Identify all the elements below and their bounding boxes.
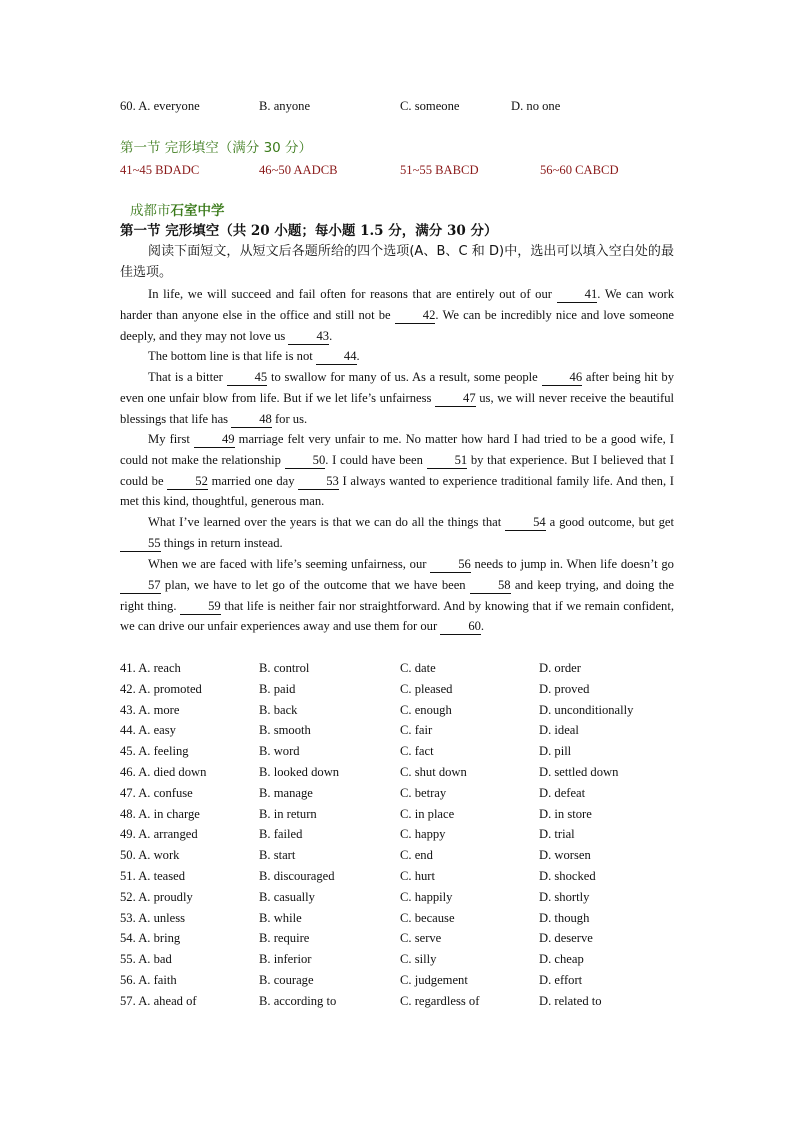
option-d: D. cheap: [539, 952, 584, 967]
passage-text: .: [480, 619, 485, 634]
blank-50: 50: [285, 453, 326, 469]
option-c: C. silly: [400, 952, 437, 967]
option-row: [120, 866, 680, 886]
school-title: 石室中学: [170, 203, 225, 219]
option-b: B. word: [259, 744, 300, 759]
passage-text: When we are faced with life’s seeming unfairness, our: [148, 557, 431, 571]
option-d: D. shocked: [539, 869, 596, 883]
option-c: C. betray: [400, 785, 447, 800]
option-a: 49. A. arranged: [120, 827, 198, 842]
school-city: 成都市: [130, 203, 171, 219]
passage-p6: [120, 554, 674, 637]
section2-title: 第一节 完形填空（共 20 小题；每小题 1.5 分，满分 30 分）: [120, 223, 498, 239]
option-a: 46. A. died down: [120, 765, 207, 779]
option-row: [120, 845, 680, 865]
option-b: B. anyone: [259, 99, 311, 113]
option-d: D. defeat: [539, 785, 586, 800]
passage-text: That is a bitter: [148, 370, 227, 384]
answer-key-51-55: 51~55 BABCD: [400, 163, 479, 177]
option-d: D. trial: [539, 827, 575, 842]
option-row: [120, 928, 680, 948]
blank-54: 54: [505, 515, 546, 531]
option-b: B. looked down: [259, 765, 340, 779]
option-b: B. failed: [259, 827, 303, 842]
passage-text: and keep trying, and doing the right thing.: [120, 577, 674, 613]
option-d: D. in store: [539, 806, 592, 821]
option-b: B. according to: [259, 993, 337, 1008]
option-b: B. while: [259, 910, 302, 925]
option-row: [120, 700, 680, 720]
option-b: B. manage: [259, 785, 313, 800]
option-a: 55. A. bad: [120, 952, 172, 967]
option-a: 42. A. promoted: [120, 681, 202, 696]
option-row: [120, 679, 680, 699]
answer-key-41-45: 41~45 BDADC: [120, 163, 200, 177]
blank-59: 59: [180, 599, 221, 615]
option-row: [120, 783, 680, 803]
passage-text: things in return instead.: [160, 535, 283, 550]
option-b: B. discouraged: [259, 869, 335, 883]
blank-53: 53: [298, 474, 339, 490]
passage-p2: [120, 346, 674, 367]
passage-text: to swallow for many of us. As a result, some people: [267, 370, 542, 384]
option-b: B. in return: [259, 806, 317, 821]
option-row: [120, 720, 680, 740]
instruction: 阅读下面短文，从短文后各题所给的四个选项(A、B、C 和 D)中，选出可以填入空白处的最佳选项。: [120, 244, 674, 280]
option-row: [120, 949, 680, 969]
option-a: 60. A. everyone: [120, 99, 200, 113]
option-c: C. end: [400, 848, 433, 863]
passage-p4: [120, 429, 674, 512]
option-a: 48. A. in charge: [120, 806, 200, 821]
passage-text: The bottom line is that life is not: [148, 349, 316, 363]
option-a: 47. A. confuse: [120, 785, 193, 800]
passage-text: plan, we have to let go of the outcome that we have been: [160, 577, 470, 592]
option-c: C. shut down: [400, 765, 467, 779]
passage-text: .: [356, 349, 360, 363]
option-a: 57. A. ahead of: [120, 993, 197, 1008]
option-d: D. no one: [511, 99, 561, 113]
option-c: C. judgement: [400, 973, 468, 987]
option-a: 43. A. more: [120, 702, 180, 717]
option-c: C. date: [400, 661, 436, 675]
option-a: 50. A. work: [120, 848, 180, 863]
option-a: 53. A. unless: [120, 910, 186, 925]
option-row: [120, 887, 680, 907]
option-a: 56. A. faith: [120, 973, 177, 987]
passage-text: In life, we will succeed and fail often for reasons that are entirely out of our: [148, 287, 557, 301]
passage-text: by that experience. But I believed that I could be: [120, 452, 674, 488]
option-b: B. control: [259, 661, 310, 675]
blank-52: 52: [167, 474, 208, 490]
option-d: D. unconditionally: [539, 702, 634, 717]
option-a: 45. A. feeling: [120, 744, 189, 759]
blank-41: 41: [557, 287, 598, 303]
passage-text: I always wanted to experience traditional family life. And then, I met this kind, thoughtful, generous man.: [120, 473, 674, 509]
option-b: B. start: [259, 848, 296, 863]
blank-44: 44: [316, 349, 357, 365]
passage-text: married one day: [207, 473, 299, 488]
option-c: C. happy: [400, 827, 446, 842]
option-d: D. proved: [539, 681, 590, 696]
blank-45: 45: [227, 370, 268, 386]
blank-57: 57: [120, 578, 161, 594]
passage-text: My first: [148, 432, 194, 446]
option-d: D. pill: [539, 744, 572, 759]
passage-text: . We can be incredibly nice and love someone deeply, and they may not love us: [120, 307, 674, 343]
passage-p3: [120, 367, 674, 429]
option-b: B. courage: [259, 973, 314, 987]
option-d: D. shortly: [539, 889, 590, 904]
option-row: [120, 991, 680, 1011]
option-row: [120, 741, 680, 761]
option-c: C. in place: [400, 806, 455, 821]
option-row: [120, 762, 680, 782]
prev-q60-row: [120, 96, 680, 116]
option-d: D. order: [539, 661, 581, 675]
blank-55: 55: [120, 536, 161, 552]
option-c: C. hurt: [400, 869, 435, 883]
passage-text: marriage felt very unfair to me. No matter how hard I had tried to be a good wife, I could not make the relationship: [120, 432, 675, 467]
option-d: D. worsen: [539, 848, 591, 863]
passage-p5: [120, 512, 674, 554]
option-d: D. deserve: [539, 931, 593, 946]
passage-text: .: [329, 328, 333, 343]
option-c: C. fact: [400, 744, 434, 759]
passage-text: . I could have been: [325, 452, 427, 467]
option-c: C. pleased: [400, 681, 453, 696]
blank-47: 47: [435, 391, 476, 407]
option-a: 41. A. reach: [120, 661, 181, 675]
blank-43: 43: [288, 329, 329, 345]
option-b: B. back: [259, 702, 298, 717]
option-row: [120, 824, 680, 844]
blank-60: 60: [440, 619, 481, 635]
answer-key-56-60: 56~60 CABCD: [540, 163, 619, 177]
blank-51: 51: [427, 453, 468, 469]
option-c: C. happily: [400, 889, 453, 904]
option-d: D. effort: [539, 973, 583, 987]
option-c: C. someone: [400, 99, 460, 113]
answer-key-46-50: 46~50 AADCB: [259, 163, 338, 177]
option-d: D. settled down: [539, 765, 619, 779]
option-c: C. enough: [400, 702, 452, 717]
option-b: B. smooth: [259, 723, 311, 738]
option-c: C. regardless of: [400, 993, 480, 1008]
blank-56: 56: [430, 557, 471, 573]
blank-49: 49: [194, 432, 235, 448]
blank-42: 42: [395, 308, 436, 324]
passage-text: for us.: [271, 411, 308, 426]
blank-48: 48: [231, 412, 272, 428]
option-d: D. ideal: [539, 723, 579, 738]
school-name: [130, 201, 225, 221]
passage-text: us, we will never receive the beautiful blessings that life has: [120, 390, 674, 426]
blank-58: 58: [470, 578, 511, 594]
option-b: B. casually: [259, 889, 315, 904]
option-b: B. inferior: [259, 952, 312, 967]
option-c: C. fair: [400, 723, 433, 738]
blank-46: 46: [542, 370, 583, 386]
option-row: [120, 908, 680, 928]
option-c: C. because: [400, 910, 455, 925]
option-b: B. paid: [259, 681, 296, 696]
option-a: 51. A. teased: [120, 869, 186, 883]
option-row: [120, 658, 680, 678]
option-d: D. related to: [539, 993, 602, 1008]
option-row: [120, 970, 680, 990]
passage-text: needs to jump in. When life doesn’t go: [470, 557, 674, 571]
option-c: C. serve: [400, 931, 442, 946]
option-d: D. though: [539, 910, 590, 925]
option-b: B. require: [259, 931, 310, 946]
passage-text: that life is neither fair nor straightforward. And by knowing that if we remain confident, we can drive our unfair experiences away and use them for our: [120, 598, 674, 634]
passage-text: What I’ve learned over the years is that we can do all the things that: [148, 515, 506, 529]
passage-text: a good outcome, but get: [545, 515, 674, 529]
passage-text: after being hit by even one unfair blow from life. But if we let life’s unfairness: [120, 370, 674, 405]
option-a: 52. A. proudly: [120, 889, 193, 904]
passage-p1: [120, 284, 674, 346]
passage-text: . We can work harder than anyone else in the office and still not be: [120, 287, 675, 322]
section1-title: 第一节 完形填空（满分 30 分）: [120, 140, 313, 156]
option-a: 44. A. easy: [120, 723, 176, 738]
option-row: [120, 804, 680, 824]
option-a: 54. A. bring: [120, 931, 181, 946]
